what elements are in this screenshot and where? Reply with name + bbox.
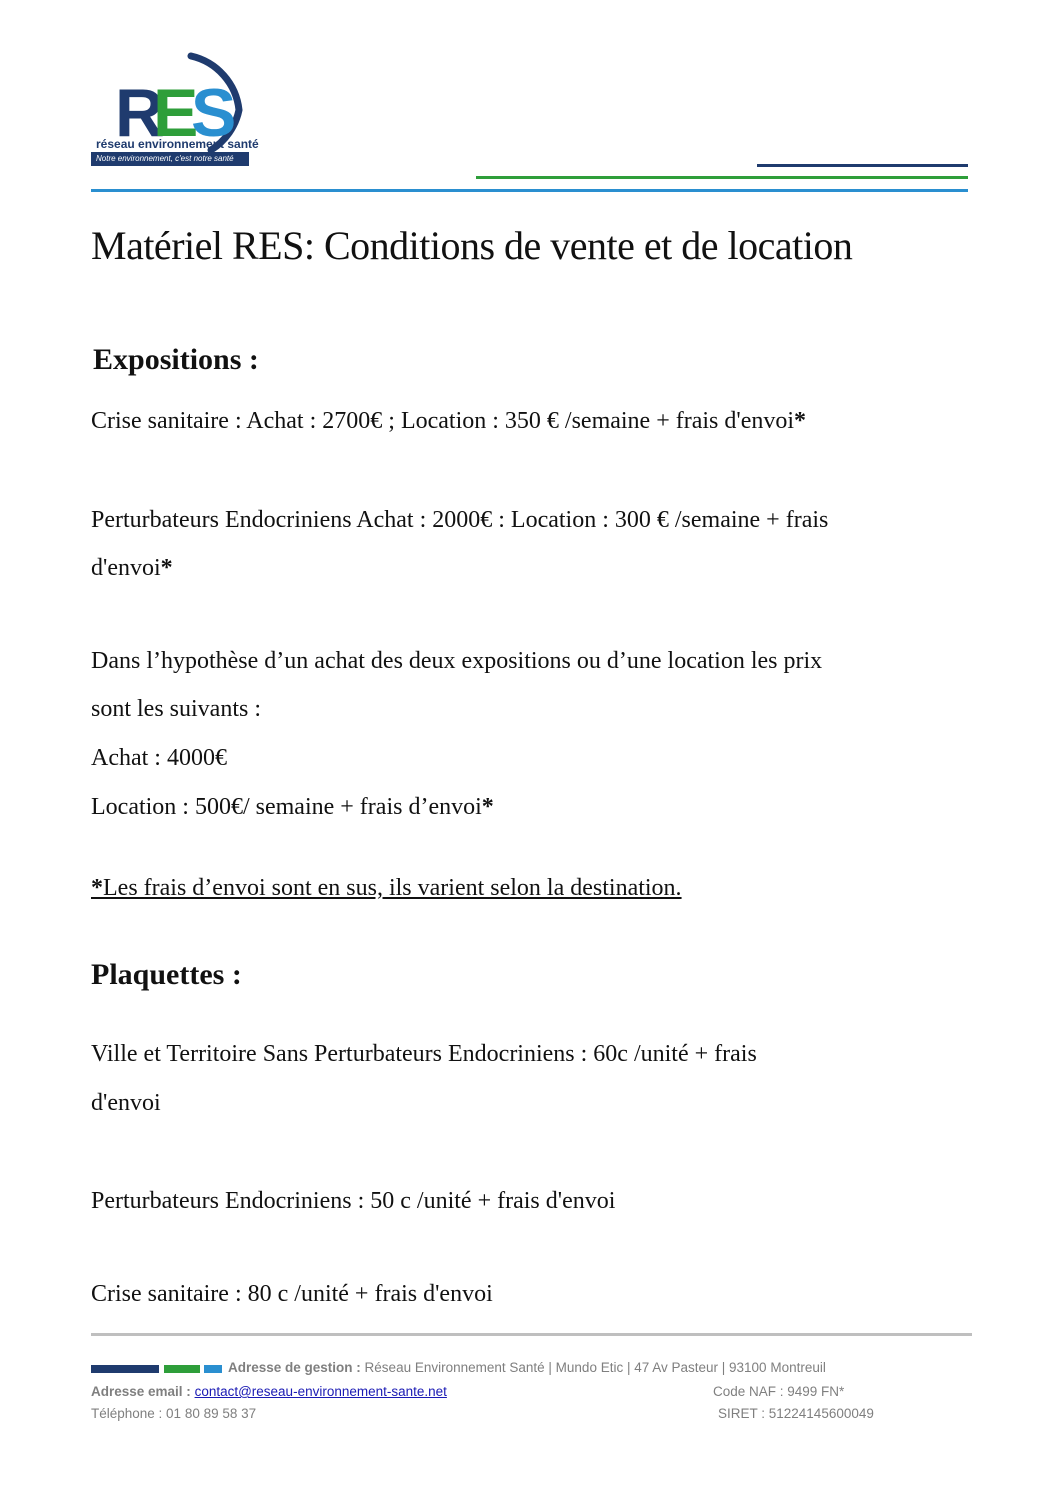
footer-phone: Téléphone : 01 80 89 58 37 bbox=[91, 1406, 257, 1421]
footer-rule bbox=[91, 1333, 972, 1336]
header-rule-green bbox=[476, 176, 968, 179]
footer-bar-green bbox=[164, 1365, 200, 1373]
plaquettes-ville-line1: Ville et Territoire Sans Perturbateurs Endocriniens : 60c /unité + frais bbox=[91, 1041, 757, 1067]
footer-bar-blue bbox=[204, 1365, 222, 1373]
footer-naf: Code NAF : 9499 FN* bbox=[713, 1384, 845, 1399]
logo-subtitle: réseau environnement santé bbox=[96, 137, 259, 151]
header-rule-blue bbox=[91, 189, 968, 192]
footer-siret: SIRET : 51224145600049 bbox=[718, 1406, 874, 1421]
expositions-both-line2: sont les suivants : bbox=[91, 696, 262, 722]
expositions-pe-line2: d'envoi* bbox=[91, 555, 173, 581]
svg-text:E: E bbox=[153, 75, 195, 151]
logo-tagline: Notre environnement, c'est notre santé bbox=[91, 152, 249, 166]
page-title: Matériel RES: Conditions de vente et de location bbox=[91, 223, 853, 268]
expositions-both-line1: Dans l’hypothèse d’un achat des deux expositions ou d’une location les prix bbox=[91, 648, 823, 674]
footer-address: Adresse de gestion : Réseau Environnement Santé | Mundo Etic | 47 Av Pasteur | 93100 Montreuil bbox=[228, 1360, 826, 1375]
header-rule-navy bbox=[757, 164, 968, 167]
svg-text:S: S bbox=[191, 75, 233, 151]
expositions-heading: Expositions : bbox=[93, 343, 259, 376]
email-link[interactable]: contact@reseau-environnement-sante.net bbox=[194, 1384, 447, 1399]
expositions-pe-line1: Perturbateurs Endocriniens Achat : 2000€ : Location : 300 € /semaine + frais bbox=[91, 507, 829, 533]
expositions-crise: Crise sanitaire : Achat : 2700€ ; Location : 350 € /semaine + frais d'envoi* bbox=[91, 408, 807, 434]
expositions-location: Location : 500€/ semaine + frais d’envoi* bbox=[91, 794, 494, 820]
footer-bar-navy bbox=[91, 1365, 159, 1373]
plaquettes-ville-line2: d'envoi bbox=[91, 1090, 161, 1116]
shipping-note: *Les frais d’envoi sont en sus, ils varient selon la destination. bbox=[91, 875, 682, 901]
plaquettes-crise: Crise sanitaire : 80 c /unité + frais d'envoi bbox=[91, 1281, 493, 1307]
plaquettes-pe: Perturbateurs Endocriniens : 50 c /unité + frais d'envoi bbox=[91, 1188, 616, 1214]
footer-email: Adresse email : contact@reseau-environnement-sante.net bbox=[91, 1384, 447, 1399]
plaquettes-heading: Plaquettes : bbox=[91, 958, 242, 991]
svg-text:R: R bbox=[115, 75, 161, 151]
expositions-achat: Achat : 4000€ bbox=[91, 745, 227, 771]
